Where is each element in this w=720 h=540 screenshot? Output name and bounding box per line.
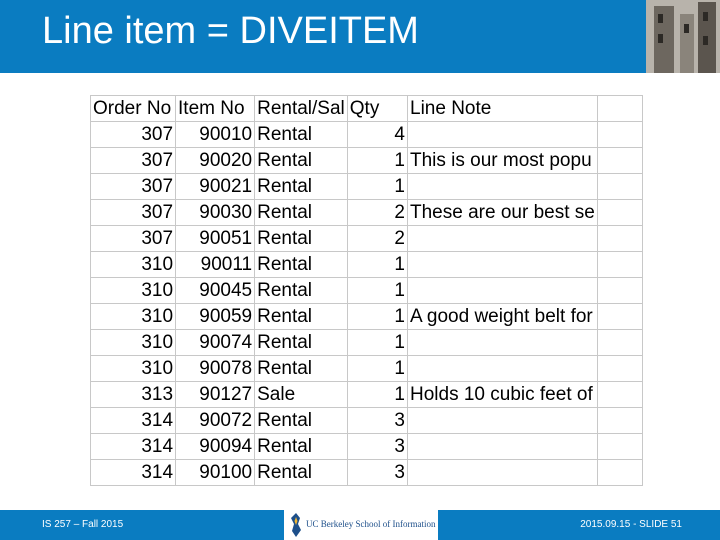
cell-qty: 3 [347,408,407,434]
table-row [91,278,643,304]
cell-order-no: 310 [91,330,176,356]
cell-empty [597,382,642,408]
cell-item-no: 90094 [176,434,255,460]
table-row [91,330,643,356]
table-row [91,148,643,174]
cell-order-no: 310 [91,356,176,382]
cell-line-note: Holds 10 cubic feet of [408,382,598,408]
cell-rental-sale: Rental [255,122,348,148]
cell-order-no: 307 [91,200,176,226]
cell-item-no: 90020 [176,148,255,174]
table-row [91,356,643,382]
table-row [91,408,643,434]
table-row [91,122,643,148]
cell-item-no: 90072 [176,408,255,434]
building-window [684,24,689,33]
cell-line-note [408,356,598,382]
school-logo [284,510,438,540]
cell-order-no: 307 [91,226,176,252]
cell-qty: 2 [347,226,407,252]
cell-item-no: 90074 [176,330,255,356]
cell-qty: 1 [347,174,407,200]
cell-qty: 1 [347,304,407,330]
cell-rental-sale: Rental [255,356,348,382]
course-label: IS 257 – Fall 2015 [42,519,124,530]
cell-order-no: 310 [91,304,176,330]
cell-order-no: 310 [91,252,176,278]
cell-order-no: 307 [91,174,176,200]
table-row [91,174,643,200]
cell-order-no: 307 [91,148,176,174]
cell-empty [597,200,642,226]
table-body [91,122,643,486]
cell-line-note [408,330,598,356]
cell-rental-sale: Sale [255,382,348,408]
cell-empty [597,278,642,304]
cell-qty: 1 [347,148,407,174]
seal-icon [290,512,302,538]
building-window [658,34,663,43]
cell-empty [597,304,642,330]
table-row [91,434,643,460]
logo-text: UC Berkeley School of Information [306,519,436,529]
cell-rental-sale: Rental [255,252,348,278]
table-row [91,460,643,486]
cell-line-note [408,252,598,278]
table-row [91,226,643,252]
cell-line-note [408,434,598,460]
cell-line-note: A good weight belt for [408,304,598,330]
cell-rental-sale: Rental [255,408,348,434]
title-bar [0,0,720,73]
cell-empty [597,122,642,148]
cell-line-note [408,460,598,486]
column-header-order-no: Order No [91,96,176,122]
line-item-table [90,95,643,486]
cell-item-no: 90011 [176,252,255,278]
cell-rental-sale: Rental [255,460,348,486]
footer-bar [0,510,720,540]
slide-title: Line item = DIVEITEM [42,10,419,52]
cell-item-no: 90059 [176,304,255,330]
cell-order-no: 314 [91,460,176,486]
cell-line-note [408,174,598,200]
cell-rental-sale: Rental [255,200,348,226]
cell-qty: 2 [347,200,407,226]
building-window [703,36,708,45]
table-row [91,200,643,226]
table-row [91,252,643,278]
cell-empty [597,148,642,174]
cell-qty: 3 [347,460,407,486]
column-header-qty: Qty [347,96,407,122]
cell-item-no: 90127 [176,382,255,408]
cell-rental-sale: Rental [255,304,348,330]
cell-rental-sale: Rental [255,148,348,174]
building-wall [680,14,694,73]
cell-line-note [408,408,598,434]
cell-qty: 1 [347,330,407,356]
column-header-rental-sale: Rental/Sal [255,96,348,122]
spreadsheet [90,95,643,487]
cell-empty [597,226,642,252]
cell-order-no: 310 [91,278,176,304]
cell-rental-sale: Rental [255,278,348,304]
cell-line-note [408,278,598,304]
cell-empty [597,408,642,434]
cell-rental-sale: Rental [255,434,348,460]
cell-rental-sale: Rental [255,174,348,200]
cell-line-note: These are our best se [408,200,598,226]
header-row [91,96,643,122]
cell-item-no: 90078 [176,356,255,382]
cell-qty: 3 [347,434,407,460]
building-window [703,12,708,21]
table-row [91,382,643,408]
cell-order-no: 313 [91,382,176,408]
building-window [658,14,663,23]
column-header-line-note: Line Note [408,96,598,122]
cell-qty: 1 [347,252,407,278]
cell-line-note: This is our most popu [408,148,598,174]
table-row [91,304,643,330]
cell-qty: 4 [347,122,407,148]
cell-empty [597,330,642,356]
cell-order-no: 307 [91,122,176,148]
cell-rental-sale: Rental [255,330,348,356]
cell-item-no: 90021 [176,174,255,200]
cell-empty [597,356,642,382]
building-tower [654,6,674,73]
cell-empty [597,252,642,278]
cell-rental-sale: Rental [255,226,348,252]
cell-line-note [408,122,598,148]
cell-item-no: 90100 [176,460,255,486]
cell-order-no: 314 [91,408,176,434]
campus-building-image [646,0,720,73]
cell-item-no: 90051 [176,226,255,252]
cell-qty: 1 [347,356,407,382]
cell-item-no: 90030 [176,200,255,226]
slide-date-number: 2015.09.15 - SLIDE 51 [580,519,682,530]
cell-empty [597,460,642,486]
cell-line-note [408,226,598,252]
cell-qty: 1 [347,278,407,304]
cell-empty [597,174,642,200]
column-header-empty [597,96,642,122]
cell-item-no: 90010 [176,122,255,148]
cell-order-no: 314 [91,434,176,460]
cell-qty: 1 [347,382,407,408]
column-header-item-no: Item No [176,96,255,122]
cell-item-no: 90045 [176,278,255,304]
cell-empty [597,434,642,460]
